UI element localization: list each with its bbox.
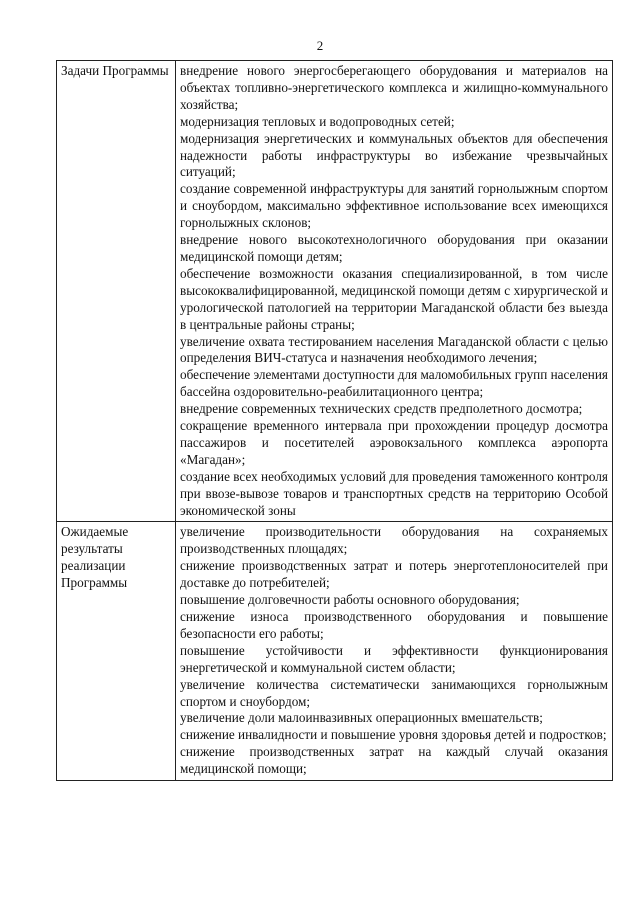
row-label-expected-results: Ожидаемые результаты реализации Программы: [57, 522, 176, 781]
row-content-expected-results: [176, 522, 613, 781]
list-item: создание современной инфраструктуры для занятий горнолыжным спортом и сноубордом, максимально эффективное использование всех имеющихся горнолыжных склонов;: [180, 181, 608, 231]
table-row-tasks: [57, 61, 613, 522]
list-item: снижение производственных затрат и потерь энерготеплоносителей при доставке до потребителей;: [180, 558, 608, 591]
program-passport-table: [56, 60, 613, 781]
list-item: создание всех необходимых условий для проведения таможенного контроля при ввозе-вывозе товаров и транспортных средств на территорию Особой экономической зоны: [180, 468, 608, 518]
row-content-tasks: [176, 61, 613, 522]
row-label-tasks: Задачи Программы: [57, 61, 176, 522]
list-item: увеличение количества систематически занимающихся горнолыжным спортом и сноубордом;: [180, 676, 608, 709]
list-item: модернизация энергетических и коммунальных объектов для обеспечения надежности работы инфраструктуры во избежание чрезвычайных ситуаций;: [180, 130, 608, 180]
list-item: внедрение современных технических средств предполетного досмотра;: [180, 401, 583, 417]
list-item: внедрение нового высокотехнологичного оборудования при оказании медицинской помощи детям;: [180, 232, 608, 264]
list-item: повышение долговечности работы основного оборудования;: [180, 592, 520, 608]
list-item: модернизация тепловых и водопроводных сетей;: [180, 113, 455, 129]
list-item: снижение инвалидности и повышение уровня здоровья детей и подростков;: [180, 727, 607, 743]
list-item: обеспечение возможности оказания специализированной, в том числе высококвалифицированной, медицинской помощи детям с хирургической и урологической патологией на территории Магаданской области без выезда в центральные районы страны;: [180, 265, 608, 332]
page-number: 2: [316, 38, 324, 53]
list-item: сокращение временного интервала при прохождении процедур досмотра пассажиров и посетителей аэровокзального комплекса аэропорта «Магадан»;: [180, 418, 608, 467]
list-item: снижение износа производственного оборудования и повышение безопасности его работы;: [180, 609, 608, 641]
list-item: внедрение нового энергосберегающего оборудования и материалов на объектах топливно-энергетического комплекса и жилищно-коммунального хозяйства;: [180, 63, 608, 112]
list-item: увеличение охвата тестированием населения Магаданской области с целью определения ВИЧ-статуса и назначения необходимого лечения;: [180, 333, 608, 366]
table-row-expected-results: [57, 522, 613, 781]
list-item: снижение производственных затрат на каждый случай оказания медицинской помощи;: [180, 744, 608, 777]
list-item: увеличение производительности оборудования на сохраняемых производственных площадях;: [180, 524, 608, 557]
list-item: обеспечение элементами доступности для маломобильных групп населения бассейна оздоровительно-реабилитационного центра;: [180, 367, 608, 400]
list-item: повышение устойчивости и эффективности функционирования энергетической и коммунальной систем области;: [180, 642, 608, 675]
list-item: увеличение доли малоинвазивных операционных вмешательств;: [180, 710, 543, 726]
